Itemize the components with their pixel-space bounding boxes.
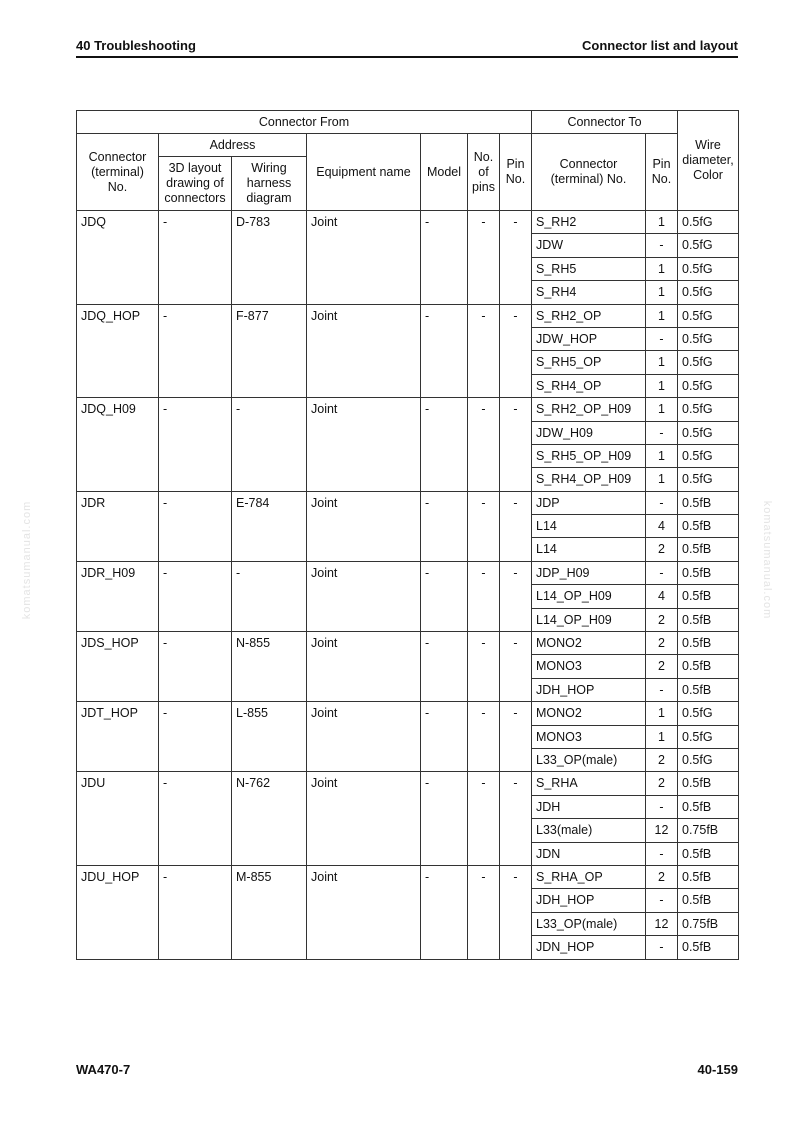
table-row bbox=[77, 398, 739, 421]
pins-cell: - bbox=[468, 632, 500, 702]
to-connector-cell: S_RH5_OP_H09 bbox=[532, 444, 646, 467]
harness-cell: - bbox=[232, 398, 307, 492]
table-row bbox=[77, 304, 739, 327]
harness-cell: F-877 bbox=[232, 304, 307, 398]
equipment-cell: Joint bbox=[307, 491, 421, 561]
wire-cell: 0.5fG bbox=[678, 748, 739, 771]
to-connector-cell: S_RH5_OP bbox=[532, 351, 646, 374]
to-pin-cell: 12 bbox=[646, 819, 678, 842]
wire-cell: 0.5fG bbox=[678, 211, 739, 234]
table-row bbox=[77, 865, 739, 888]
to-connector-cell: JDW_H09 bbox=[532, 421, 646, 444]
to-connector-cell: L14 bbox=[532, 538, 646, 561]
to-connector-cell: L14_OP_H09 bbox=[532, 585, 646, 608]
layout3d-cell: - bbox=[159, 491, 232, 561]
pins-cell: - bbox=[468, 491, 500, 561]
to-pin-cell: - bbox=[646, 678, 678, 701]
harness-cell: L-855 bbox=[232, 702, 307, 772]
to-connector-cell: S_RH2_OP_H09 bbox=[532, 398, 646, 421]
header-address: Address bbox=[159, 134, 307, 157]
to-connector-cell: S_RH2 bbox=[532, 211, 646, 234]
to-connector-cell: JDP_H09 bbox=[532, 561, 646, 584]
equipment-cell: Joint bbox=[307, 702, 421, 772]
to-pin-cell: 2 bbox=[646, 538, 678, 561]
header-pin-no: Pin No. bbox=[500, 134, 532, 211]
wire-cell: 0.5fB bbox=[678, 842, 739, 865]
header-equipment-name: Equipment name bbox=[307, 134, 421, 211]
to-pin-cell: 2 bbox=[646, 608, 678, 631]
header-connector-from: Connector From bbox=[77, 111, 532, 134]
to-connector-cell: MONO3 bbox=[532, 725, 646, 748]
header-wiring-harness: Wiring harness diagram bbox=[232, 157, 307, 211]
harness-cell: N-762 bbox=[232, 772, 307, 866]
equipment-cell: Joint bbox=[307, 632, 421, 702]
to-pin-cell: - bbox=[646, 936, 678, 959]
harness-cell: M-855 bbox=[232, 865, 307, 959]
to-pin-cell: 2 bbox=[646, 632, 678, 655]
page-topic: Connector list and layout bbox=[581, 38, 738, 53]
wire-cell: 0.5fG bbox=[678, 468, 739, 491]
to-connector-cell: JDW_HOP bbox=[532, 327, 646, 350]
to-pin-cell: 4 bbox=[646, 585, 678, 608]
wire-cell: 0.5fB bbox=[678, 632, 739, 655]
equipment-cell: Joint bbox=[307, 561, 421, 631]
wire-cell: 0.5fB bbox=[678, 515, 739, 538]
to-pin-cell: 2 bbox=[646, 748, 678, 771]
to-pin-cell: - bbox=[646, 795, 678, 818]
wire-cell: 0.5fB bbox=[678, 561, 739, 584]
wire-cell: 0.5fG bbox=[678, 234, 739, 257]
wire-cell: 0.5fG bbox=[678, 257, 739, 280]
layout3d-cell: - bbox=[159, 702, 232, 772]
wire-cell: 0.5fG bbox=[678, 281, 739, 304]
pins-cell: - bbox=[468, 304, 500, 398]
to-connector-cell: S_RHA bbox=[532, 772, 646, 795]
table-row bbox=[77, 211, 739, 234]
to-pin-cell: 2 bbox=[646, 865, 678, 888]
to-connector-cell: L33_OP(male) bbox=[532, 912, 646, 935]
to-connector-cell: JDH bbox=[532, 795, 646, 818]
connector-cell: JDQ_H09 bbox=[77, 398, 159, 492]
connector-cell: JDR_H09 bbox=[77, 561, 159, 631]
to-connector-cell: S_RHA_OP bbox=[532, 865, 646, 888]
connector-cell: JDR bbox=[77, 491, 159, 561]
header-connector-to: Connector To bbox=[532, 111, 678, 134]
to-pin-cell: 1 bbox=[646, 725, 678, 748]
pins-cell: - bbox=[468, 865, 500, 959]
wire-cell: 0.5fG bbox=[678, 327, 739, 350]
wire-cell: 0.5fB bbox=[678, 491, 739, 514]
model-number: WA470-7 bbox=[76, 1062, 131, 1077]
to-pin-cell: - bbox=[646, 842, 678, 865]
model-cell: - bbox=[421, 865, 468, 959]
header-to-pin-no: Pin No. bbox=[646, 134, 678, 211]
to-pin-cell: 4 bbox=[646, 515, 678, 538]
page-header bbox=[76, 36, 738, 58]
model-cell: - bbox=[421, 491, 468, 561]
to-pin-cell: 1 bbox=[646, 351, 678, 374]
model-cell: - bbox=[421, 702, 468, 772]
table-row bbox=[77, 772, 739, 795]
to-pin-cell: - bbox=[646, 327, 678, 350]
wire-cell: 0.75fB bbox=[678, 912, 739, 935]
equipment-cell: Joint bbox=[307, 772, 421, 866]
pins-cell: - bbox=[468, 398, 500, 492]
to-pin-cell: 12 bbox=[646, 912, 678, 935]
layout3d-cell: - bbox=[159, 865, 232, 959]
pin-cell: - bbox=[500, 632, 532, 702]
equipment-cell: Joint bbox=[307, 398, 421, 492]
to-pin-cell: 1 bbox=[646, 398, 678, 421]
to-pin-cell: 1 bbox=[646, 444, 678, 467]
to-pin-cell: - bbox=[646, 234, 678, 257]
header-to-connector: Connector (terminal) No. bbox=[532, 134, 646, 211]
to-connector-cell: L33(male) bbox=[532, 819, 646, 842]
table-row bbox=[77, 632, 739, 655]
harness-cell: N-855 bbox=[232, 632, 307, 702]
to-connector-cell: S_RH2_OP bbox=[532, 304, 646, 327]
wire-cell: 0.5fB bbox=[678, 795, 739, 818]
equipment-cell: Joint bbox=[307, 211, 421, 305]
model-cell: - bbox=[421, 398, 468, 492]
to-connector-cell: L14_OP_H09 bbox=[532, 608, 646, 631]
model-cell: - bbox=[421, 304, 468, 398]
wire-cell: 0.5fB bbox=[678, 678, 739, 701]
wire-cell: 0.5fB bbox=[678, 655, 739, 678]
layout3d-cell: - bbox=[159, 398, 232, 492]
connector-cell: JDU_HOP bbox=[77, 865, 159, 959]
pins-cell: - bbox=[468, 772, 500, 866]
to-pin-cell: - bbox=[646, 889, 678, 912]
to-connector-cell: JDH_HOP bbox=[532, 889, 646, 912]
watermark-right: komatsumanual.com bbox=[761, 500, 773, 620]
section-title: 40 Troubleshooting bbox=[76, 38, 196, 53]
to-connector-cell: S_RH5 bbox=[532, 257, 646, 280]
pin-cell: - bbox=[500, 561, 532, 631]
wire-cell: 0.5fB bbox=[678, 936, 739, 959]
to-connector-cell: S_RH4_OP_H09 bbox=[532, 468, 646, 491]
to-pin-cell: 1 bbox=[646, 304, 678, 327]
connector-cell: JDS_HOP bbox=[77, 632, 159, 702]
to-pin-cell: 2 bbox=[646, 655, 678, 678]
connector-cell: JDQ bbox=[77, 211, 159, 305]
layout3d-cell: - bbox=[159, 632, 232, 702]
watermark-left: komatsumanual.com bbox=[21, 500, 33, 620]
pin-cell: - bbox=[500, 398, 532, 492]
header-3d-layout: 3D layout drawing of connectors bbox=[159, 157, 232, 211]
model-cell: - bbox=[421, 561, 468, 631]
wire-cell: 0.5fB bbox=[678, 608, 739, 631]
wire-cell: 0.5fG bbox=[678, 374, 739, 397]
equipment-cell: Joint bbox=[307, 304, 421, 398]
header-no-of-pins: No. of pins bbox=[468, 134, 500, 211]
connector-table bbox=[76, 110, 739, 960]
pin-cell: - bbox=[500, 211, 532, 305]
wire-cell: 0.5fG bbox=[678, 351, 739, 374]
wire-cell: 0.5fG bbox=[678, 304, 739, 327]
header-wire: Wire diameter, Color bbox=[678, 111, 739, 211]
wire-cell: 0.5fG bbox=[678, 398, 739, 421]
connector-cell: JDU bbox=[77, 772, 159, 866]
wire-cell: 0.75fB bbox=[678, 819, 739, 842]
pins-cell: - bbox=[468, 702, 500, 772]
to-connector-cell: L14 bbox=[532, 515, 646, 538]
model-cell: - bbox=[421, 772, 468, 866]
pin-cell: - bbox=[500, 772, 532, 866]
to-connector-cell: L33_OP(male) bbox=[532, 748, 646, 771]
wire-cell: 0.5fG bbox=[678, 421, 739, 444]
to-pin-cell: 1 bbox=[646, 468, 678, 491]
to-connector-cell: MONO3 bbox=[532, 655, 646, 678]
to-pin-cell: 1 bbox=[646, 281, 678, 304]
to-pin-cell: 1 bbox=[646, 374, 678, 397]
harness-cell: - bbox=[232, 561, 307, 631]
table-row bbox=[77, 561, 739, 584]
pins-cell: - bbox=[468, 211, 500, 305]
layout3d-cell: - bbox=[159, 211, 232, 305]
to-pin-cell: - bbox=[646, 561, 678, 584]
to-connector-cell: JDH_HOP bbox=[532, 678, 646, 701]
to-connector-cell: JDN bbox=[532, 842, 646, 865]
model-cell: - bbox=[421, 632, 468, 702]
to-pin-cell: - bbox=[646, 421, 678, 444]
wire-cell: 0.5fG bbox=[678, 444, 739, 467]
to-pin-cell: 1 bbox=[646, 257, 678, 280]
harness-cell: E-784 bbox=[232, 491, 307, 561]
wire-cell: 0.5fG bbox=[678, 725, 739, 748]
to-pin-cell: - bbox=[646, 491, 678, 514]
wire-cell: 0.5fB bbox=[678, 772, 739, 795]
pin-cell: - bbox=[500, 491, 532, 561]
to-connector-cell: JDW bbox=[532, 234, 646, 257]
harness-cell: D-783 bbox=[232, 211, 307, 305]
layout3d-cell: - bbox=[159, 561, 232, 631]
wire-cell: 0.5fB bbox=[678, 585, 739, 608]
header-model: Model bbox=[421, 134, 468, 211]
to-connector-cell: JDP bbox=[532, 491, 646, 514]
pin-cell: - bbox=[500, 304, 532, 398]
page-number: 40-159 bbox=[697, 1062, 738, 1077]
to-connector-cell: MONO2 bbox=[532, 702, 646, 725]
equipment-cell: Joint bbox=[307, 865, 421, 959]
to-connector-cell: S_RH4 bbox=[532, 281, 646, 304]
pin-cell: - bbox=[500, 865, 532, 959]
table-row bbox=[77, 491, 739, 514]
pin-cell: - bbox=[500, 702, 532, 772]
table-row bbox=[77, 702, 739, 725]
to-connector-cell: S_RH4_OP bbox=[532, 374, 646, 397]
wire-cell: 0.5fB bbox=[678, 865, 739, 888]
to-pin-cell: 1 bbox=[646, 702, 678, 725]
model-cell: - bbox=[421, 211, 468, 305]
wire-cell: 0.5fB bbox=[678, 889, 739, 912]
layout3d-cell: - bbox=[159, 304, 232, 398]
pins-cell: - bbox=[468, 561, 500, 631]
to-pin-cell: 2 bbox=[646, 772, 678, 795]
wire-cell: 0.5fB bbox=[678, 538, 739, 561]
to-connector-cell: JDN_HOP bbox=[532, 936, 646, 959]
connector-cell: JDT_HOP bbox=[77, 702, 159, 772]
to-pin-cell: 1 bbox=[646, 211, 678, 234]
layout3d-cell: - bbox=[159, 772, 232, 866]
header-connector-terminal: Connector (terminal) No. bbox=[77, 134, 159, 211]
connector-cell: JDQ_HOP bbox=[77, 304, 159, 398]
to-connector-cell: MONO2 bbox=[532, 632, 646, 655]
wire-cell: 0.5fG bbox=[678, 702, 739, 725]
